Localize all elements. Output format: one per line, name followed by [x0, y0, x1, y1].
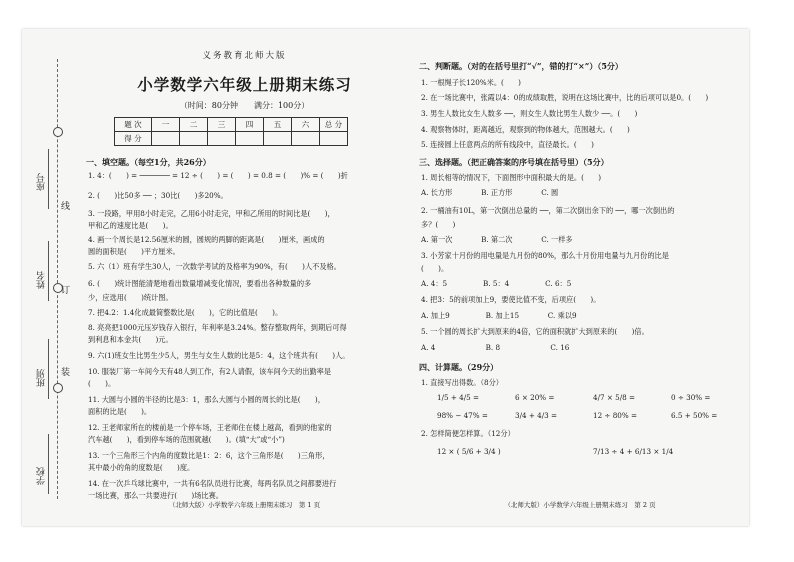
choice-item: 4. 把3：5的前项加上9，要使比值不变，后项应( )。	[421, 295, 601, 304]
calc-item: 1/5 + 4/5 =	[437, 393, 480, 402]
judge-item: 3. 男生人数比女生人数多 ──，则女生人数比男生人数少 ──。( )	[421, 109, 638, 118]
section-calculation: 四、计算题。（29分）	[419, 362, 499, 372]
choice-item: 3. 小芳家十月份的用电量是九月份的80%，那么十月份用电量与九月份的比是	[421, 251, 669, 260]
choice-item: 多？( )	[421, 220, 456, 229]
exam-sheet	[22, 29, 749, 526]
name-blank[interactable]	[48, 241, 49, 301]
page-1	[82, 29, 407, 526]
choice-options: A. 4 B. 8 C. 16	[421, 343, 570, 352]
judge-item: 1. 一根绳子长120%米。( )	[421, 78, 521, 87]
question-line: 4. 画一个周长是12.56厘米的圆，圆规的两脚的距离是( )厘米，画成的	[88, 235, 325, 244]
question-line: 圆的面积是( )平方厘米。	[88, 247, 180, 256]
page-2	[415, 29, 745, 526]
question-line: 2. ( )比50多 ── ；30比( )多20%。	[88, 191, 228, 200]
question-line: 到利息和本金共( )元。	[88, 335, 173, 344]
marker-line: 线	[61, 202, 71, 212]
choice-item: 2. 一桶油有10L，第一次倒出总量的 ──，第二次倒出余下的 ──，哪一次倒出的	[421, 206, 675, 215]
seat-number-blank[interactable]	[48, 149, 49, 209]
question-line: 5. 六（1）班有学生30人，一次数学考试的及格率为90%，有( )人不及格。	[88, 262, 341, 271]
section-true-false: 二、判断题。（对的在括号里打“√”，错的打“×”）（5分）	[419, 61, 623, 71]
calc-item: 0 ÷ 30% =	[671, 393, 711, 402]
calc-item: 3/4 + 4/3 =	[515, 411, 558, 420]
judge-item: 5. 连接圆上任意两点的所有线段中，直径最长。( )	[421, 140, 594, 149]
class-blank[interactable]	[48, 339, 49, 399]
question-line: 11. 大圆与小圆的半径的比是3：1，那么大圆与小圆的周长的比是( )，	[88, 395, 325, 404]
simplify-item: 7/13 ÷ 4 + 6/13 × 1/4	[593, 447, 674, 456]
score-cell[interactable]	[208, 132, 236, 146]
calc-item: 4/7 × 5/8 =	[593, 393, 636, 402]
page-footer: （北师大版）小学数学六年级上册期末练习 第 2 页	[504, 501, 656, 509]
score-cell[interactable]	[292, 132, 320, 146]
question-line: 面积的比是( )。	[88, 407, 152, 416]
section-fill-in: 一、填空题。（每空1分，共26分）	[86, 157, 211, 167]
label-school: 学校	[37, 467, 47, 485]
calc-item: 6 × 20% =	[515, 393, 555, 402]
label-seat-number: 座号	[37, 173, 47, 191]
school-blank[interactable]	[48, 434, 49, 494]
exam-info: （时间：80分钟 满分：100分）	[179, 101, 310, 110]
marker-bind: 装	[61, 368, 71, 378]
score-cell[interactable]	[236, 132, 264, 146]
calc-intro: 1. 直接写出得数。（8分）	[421, 378, 503, 387]
score-cell[interactable]	[320, 132, 348, 146]
score-table-header: 题 次 一 二 三 四 五 六 总 分	[115, 118, 348, 132]
question-line: 少，应选用( )统计图。	[88, 293, 173, 302]
question-line: 12. 王老师家所在的楼前是一个停车场，王老师住在楼上越高，看到的他家的	[88, 423, 332, 432]
score-table	[114, 117, 348, 146]
edition-label: 义务教育北师大版	[202, 51, 287, 61]
question-line: 6. ( )统计图能清楚地看出数量增减变化情况，要看出各种数量的多	[88, 279, 312, 288]
question-line: 3. 一段路，甲用8小时走完，乙用6小时走完，甲和乙所用的时间比是( )，	[88, 209, 335, 218]
question-line: 一场比赛，那么一共要进行( )场比赛。	[88, 491, 223, 500]
binding-strip	[22, 29, 82, 526]
question-line: 9. 六(1)班女生比男生少5人，男生与女生人数的比是5：4，这个班共有( )人。	[88, 351, 350, 360]
question-line: 甲和乙的速度比是( )。	[88, 221, 173, 230]
question-line: 13. 一个三角形三个内角的度数比是1：2：6，这个三角形是( )三角形，	[88, 451, 330, 460]
question-line: 10. 服装厂第一车间今天有48人到工作，有2人请假，该车间今天的出勤率是	[88, 367, 332, 376]
simplify-intro: 2. 怎样简便怎样算。（12分）	[421, 429, 515, 438]
question-line: 8. 亮亮把1000元压岁钱存入银行，年利率是3.24%。整存整取两年，到期后可得	[88, 323, 347, 332]
choice-options: A. 长方形 B. 正方形 C. 圆	[421, 188, 559, 197]
question-line: 7. 把4.2：1.4化成最简整数比是( )，它的比值是( )。	[88, 308, 283, 317]
judge-item: 4. 观察物体时，距离越近，观察到的物体越大，范围越大。( )	[421, 125, 630, 134]
calc-item: 12 ÷ 80% =	[593, 411, 638, 420]
marker-order: 订	[61, 286, 71, 296]
section-choice: 三、选择题。（把正确答案的序号填在括号里）（5分）	[419, 157, 609, 167]
choice-options: A. 加上9 B. 加上15 C. 乘以9	[421, 311, 577, 320]
question-line: ( )。	[88, 379, 116, 388]
score-table-row: 得 分	[115, 132, 348, 146]
choice-item: ( )。	[421, 264, 449, 273]
question-line: 其中最小的角的度数是( )度。	[88, 463, 195, 472]
binding-hole	[53, 383, 63, 393]
calc-item: 6.5 + 50% =	[671, 411, 718, 420]
binding-hole	[53, 127, 63, 137]
question-line: 14. 在一次乒乓球比赛中，一共有6名队员进行比赛，每两名队员之间都要进行	[88, 479, 337, 488]
label-class: 班别	[37, 369, 47, 387]
question-line: 汽车越( )，看到停车场的范围就越( )。(填“大”或“小”)	[88, 435, 285, 444]
score-cell[interactable]	[152, 132, 180, 146]
cut-line	[57, 59, 58, 499]
simplify-item: 12 × ( 5/6 + 3/4 )	[437, 447, 501, 456]
question-line: 1. 4：( ) = ─────── = 12 ÷ ( ) = ( ) = 0.8 = ( )% = ( )折	[88, 171, 348, 180]
choice-item: 1. 周长相等的情况下，下面图形中面积最大的是。( )	[421, 173, 602, 182]
score-cell[interactable]	[180, 132, 208, 146]
calc-item: 98% − 47% =	[437, 411, 488, 420]
label-name: 姓名	[37, 271, 47, 289]
choice-options: A. 4：5 B. 5：4 C. 6：5	[421, 279, 572, 288]
page-footer: （北师大版）小学数学六年级上册期末练习 第 1 页	[168, 501, 321, 509]
choice-options: A. 第一次 B. 第二次 C. 一样多	[421, 235, 573, 244]
choice-item: 5. 一个圆的周长扩大到原来的4倍，它的面积就扩大到原来的( )倍。	[421, 327, 649, 336]
exam-title: 小学数学六年级上册期末练习	[137, 75, 352, 94]
score-cell[interactable]	[264, 132, 292, 146]
judge-item: 2. 在一场比赛中，张霞以4：0的成绩取胜，说明在这场比赛中，比的后项可以是0。( )	[421, 93, 709, 102]
